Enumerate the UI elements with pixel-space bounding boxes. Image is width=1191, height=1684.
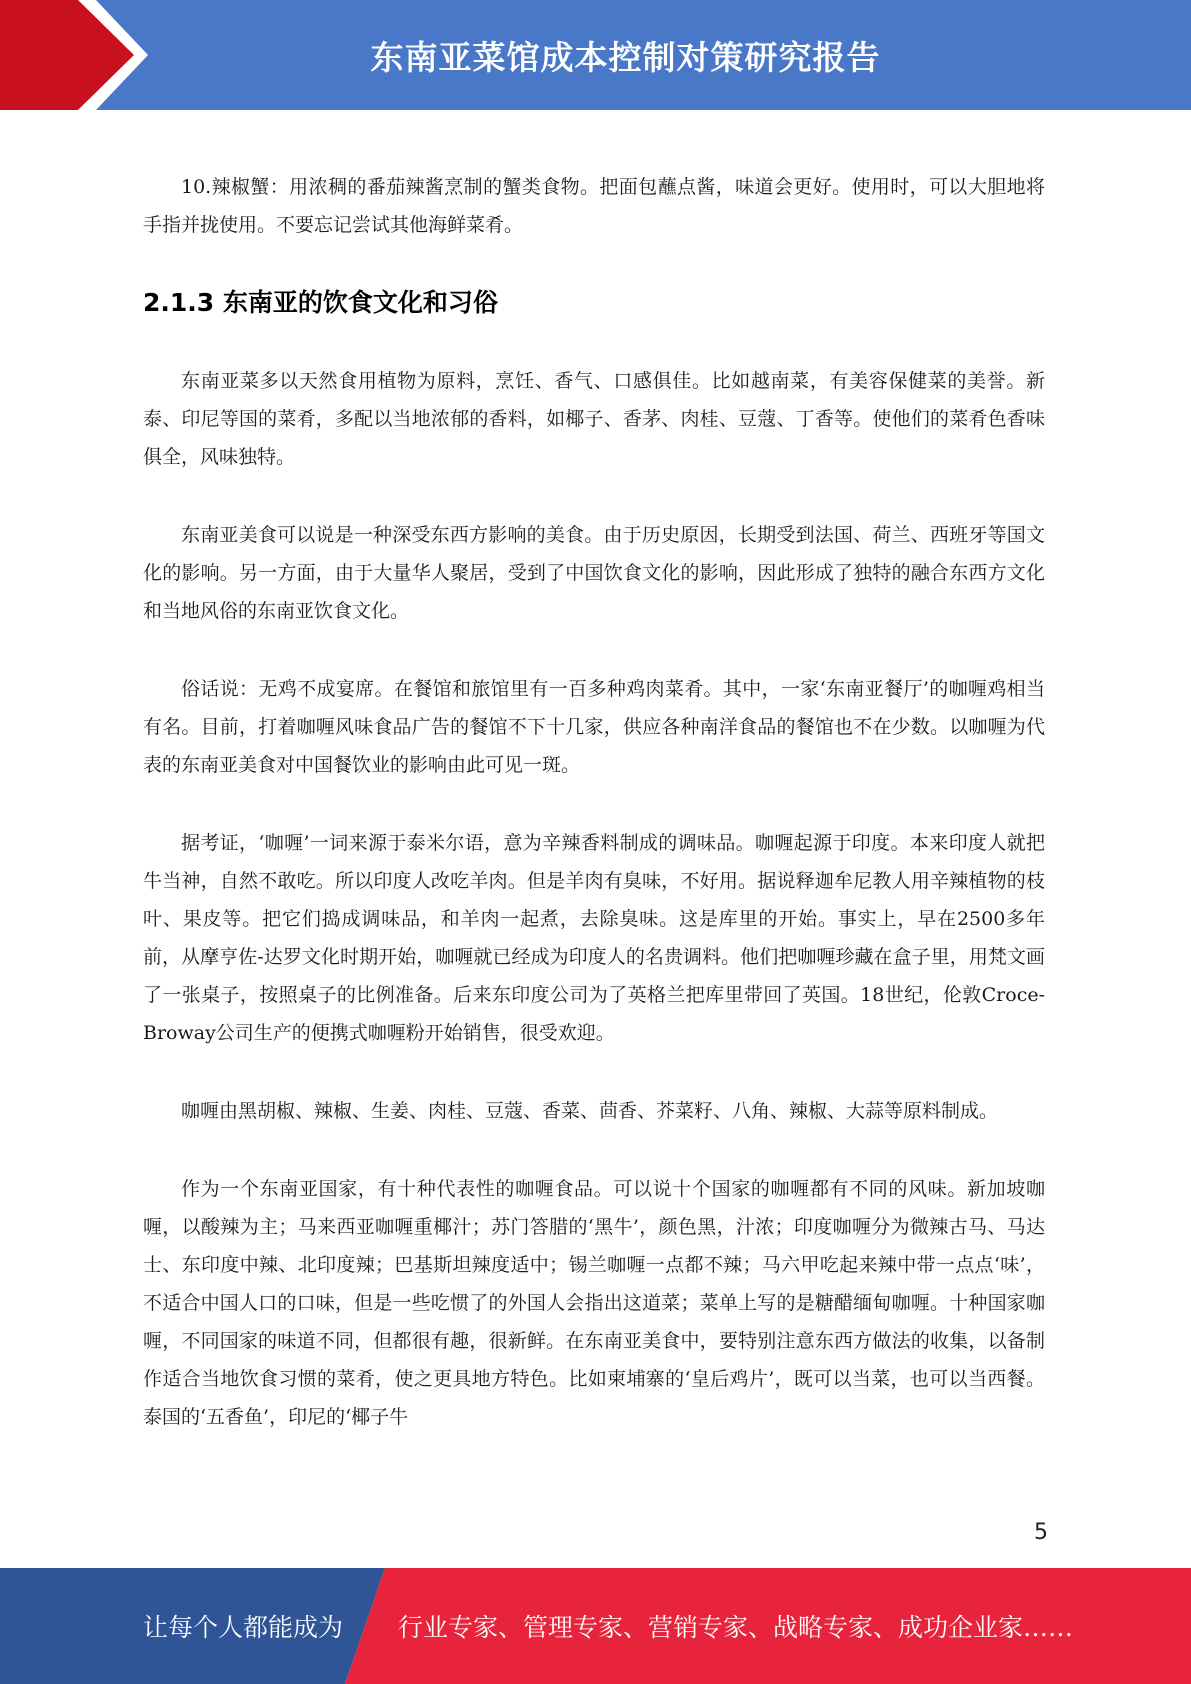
intro-paragraph: 10.辣椒蟹：用浓稠的番茄辣酱烹制的蟹类食物。把面包蘸点酱，味道会更好。使用时，可以大胆地将手指并拢使用。不要忘记尝试其他海鲜菜肴。 — [143, 176, 1045, 236]
body-paragraph: 东南亚菜多以天然食用植物为原料，烹饪、香气、口感俱佳。比如越南菜，有美容保健菜的美誉。新泰、印尼等国的菜肴，多配以当地浓郁的香料，如椰子、香茅、肉桂、豆蔻、丁香等。使他们的菜肴色香味俱全，风味独特。 — [143, 370, 1045, 468]
body-paragraph: 咖喱由黑胡椒、辣椒、生姜、肉桂、豆蔻、香菜、茴香、芥菜籽、八角、辣椒、大蒜等原料制成。 — [181, 1100, 999, 1122]
body-paragraph: 作为一个东南亚国家，有十种代表性的咖喱食品。可以说十个国家的咖喱都有不同的风味。新加坡咖喱，以酸辣为主；马来西亚咖喱重椰汁；苏门答腊的‘黑牛’，颜色黑，汁浓；印度咖喱分为微辣古马、马达士、东印度中辣、北印度辣；巴基斯坦辣度适中；锡兰咖喱一点都不辣；马六甲吃起来辣中带一点点‘味’，不适合中国人口的口味，但是一些吃惯了的外国人会指出这道菜；菜单上写的是糖醋缅甸咖喱。十种国家咖喱，不同国家的味道不同，但都很有趣，很新鲜。在东南亚美食中，要特别注意东西方做法的收集，以备制作适合当地饮食习惯的菜肴，使之更具地方特色。比如柬埔寨的‘皇后鸡片’，既可以当菜，也可以当西餐。泰国的‘五香鱼’，印尼的‘椰子牛 — [143, 1178, 1045, 1428]
footer-slogan-left: 让每个人都能成为 — [143, 1613, 344, 1642]
footer-slogan-right: 行业专家、管理专家、营销专家、战略专家、成功企业家…… — [398, 1613, 1074, 1642]
page-number: 5 — [1034, 1520, 1048, 1545]
document-body — [143, 168, 1045, 1476]
body-paragraph: 俗话说：无鸡不成宴席。在餐馆和旅馆里有一百多种鸡肉菜肴。其中，一家‘东南亚餐厅’的咖喱鸡相当有名。目前，打着咖喱风味食品广告的餐馆不下十几家，供应各种南洋食品的餐馆也不在少数。以咖喱为代表的东南亚美食对中国餐饮业的影响由此可见一斑。 — [143, 678, 1045, 776]
page-header — [0, 0, 1191, 110]
section-heading: 2.1.3 东南亚的饮食文化和习俗 — [143, 288, 498, 317]
body-paragraph: 据考证，‘咖喱’一词来源于泰米尔语，意为辛辣香料制成的调味品。咖喱起源于印度。本来印度人就把牛当神，自然不敢吃。所以印度人改吃羊肉。但是羊肉有臭味，不好用。据说释迦牟尼教人用辛辣植物的枝叶、果皮等。把它们捣成调味品，和羊肉一起煮，去除臭味。这是库里的开始。事实上，早在2500多年前，从摩亨佐-达罗文化时期开始，咖喱就已经成为印度人的名贵调料。他们把咖喱珍藏在盒子里，用梵文画了一张桌子，按照桌子的比例准备。后来东印度公司为了英格兰把库里带回了英国。18世纪，伦敦Croce-Broway公司生产的便携式咖喱粉开始销售，很受欢迎。 — [143, 832, 1045, 1044]
body-paragraph: 东南亚美食可以说是一种深受东西方影响的美食。由于历史原因，长期受到法国、荷兰、西班牙等国文化的影响。另一方面，由于大量华人聚居，受到了中国饮食文化的影响，因此形成了独特的融合东西方文化和当地风俗的东南亚饮食文化。 — [143, 524, 1045, 622]
page-footer — [0, 1568, 1191, 1684]
header-chevron-icon — [0, 0, 160, 110]
header-title: 东南亚菜馆成本控制对策研究报告 — [370, 37, 881, 77]
